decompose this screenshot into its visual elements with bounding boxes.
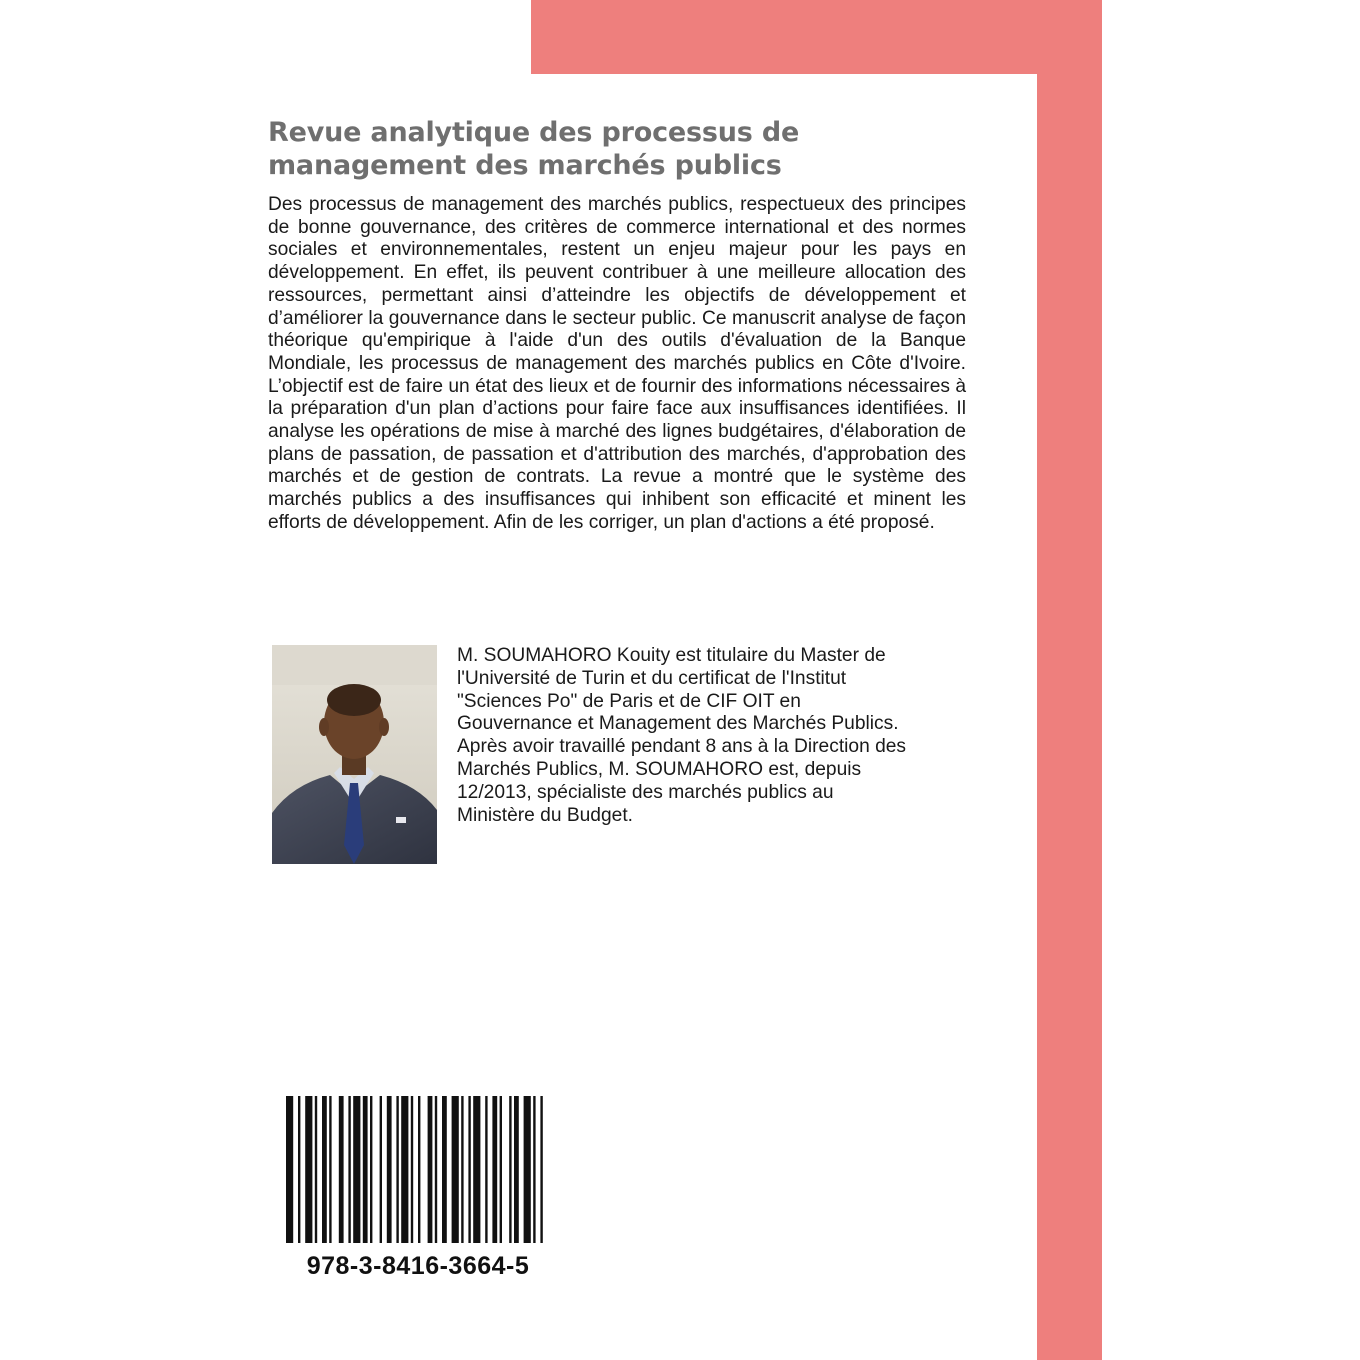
isbn-barcode	[286, 1096, 550, 1243]
barcode-bar	[380, 1096, 382, 1243]
cover-accent-right-band	[1037, 0, 1102, 1360]
barcode-bar	[509, 1096, 511, 1243]
barcode-bar	[322, 1096, 327, 1243]
barcode-bar	[411, 1096, 413, 1243]
author-bio-line: M. SOUMAHORO Kouity est titulaire du Master de	[457, 645, 886, 666]
cover-accent-top-band	[531, 0, 1102, 74]
barcode-bar	[461, 1096, 463, 1243]
author-photo	[272, 645, 437, 864]
barcode-bar	[418, 1096, 420, 1243]
barcode-bar	[468, 1096, 470, 1243]
barcode-bar	[442, 1096, 447, 1243]
author-bio-line: Ministère du Budget.	[457, 804, 633, 826]
barcode-bar	[428, 1096, 433, 1243]
book-summary: Des processus de management des marchés publics, respectueux des principes de bonne gouvernance, des critères de commerce international et des normes sociales et environnementales, restent un enjeu majeur pour les pays en développement. En effet, ils peuvent contribuer à une meilleure allocation des ressources, permettant ainsi d’atteindre les objectifs de développement et d’améliorer la gouvernance dans le secteur public. Ce manuscrit analyse de façon théorique qu'empirique à l'aide d'un des outils d'évaluation de la Banque Mondiale, les processus de management des marchés publics en Côte d'Ivoire. L’objectif est de faire un état des lieux et de fournir des informations nécessaires à la préparation d'un plan d’actions pour faire face aux insuffisances identifiées. Il analyse les opérations de mise à marché des lignes budgétaires, d'élaboration de plans de passation, de passation et d'attribution des marchés, d'approbation des marchés et de gestion de contrats. La revue a montré que le système des marchés publics a des insuffisances qui inhibent son efficacité et minent les efforts de développement. Afin de les corriger, un plan d'actions a été proposé.	[268, 194, 966, 533]
barcode-bar	[370, 1096, 372, 1243]
barcode-bar	[524, 1096, 531, 1243]
barcode-bar	[353, 1096, 360, 1243]
author-bio-line: 12/2013, spécialiste des marchés publics au	[457, 781, 834, 803]
barcode-bar	[485, 1096, 487, 1243]
book-title-line: Revue analytique des processus de	[268, 117, 800, 148]
barcode-bar	[363, 1096, 368, 1243]
barcode-bar	[514, 1096, 519, 1243]
barcode-bar	[473, 1096, 480, 1243]
author-bio	[457, 645, 977, 827]
barcode-bar	[452, 1096, 459, 1243]
author-bio-line: l'Université de Turin et du certificat de l'Institut	[457, 667, 847, 689]
author-bio-line: Gouvernance et Management des Marchés Publics.	[457, 713, 899, 735]
barcode-bar	[348, 1096, 350, 1243]
barcode-bar	[500, 1096, 502, 1243]
barcode-bar	[396, 1096, 398, 1243]
barcode-bar	[339, 1096, 344, 1243]
book-title-line: management des marchés publics	[268, 150, 782, 181]
isbn-number: 978-3-8416-3664-5	[306, 1252, 530, 1280]
barcode-bar	[492, 1096, 497, 1243]
barcode-bar	[533, 1096, 535, 1243]
barcode-bar	[540, 1096, 542, 1243]
barcode-bar	[315, 1096, 317, 1243]
author-bio-line: Marchés Publics, M. SOUMAHORO est, depuis	[457, 758, 862, 780]
barcode-bar	[435, 1096, 437, 1243]
barcode-bar	[401, 1096, 408, 1243]
barcode-bar	[305, 1096, 312, 1243]
author-bio-line: "Sciences Po" de Paris et de CIF OIT en	[457, 690, 801, 712]
book-title	[268, 116, 968, 182]
barcode-bar	[298, 1096, 300, 1243]
barcode-bar	[387, 1096, 392, 1243]
author-bio-line: Après avoir travaillé pendant 8 ans à la Direction des	[457, 736, 907, 758]
barcode-bar	[329, 1096, 331, 1243]
barcode-bar	[286, 1096, 293, 1243]
